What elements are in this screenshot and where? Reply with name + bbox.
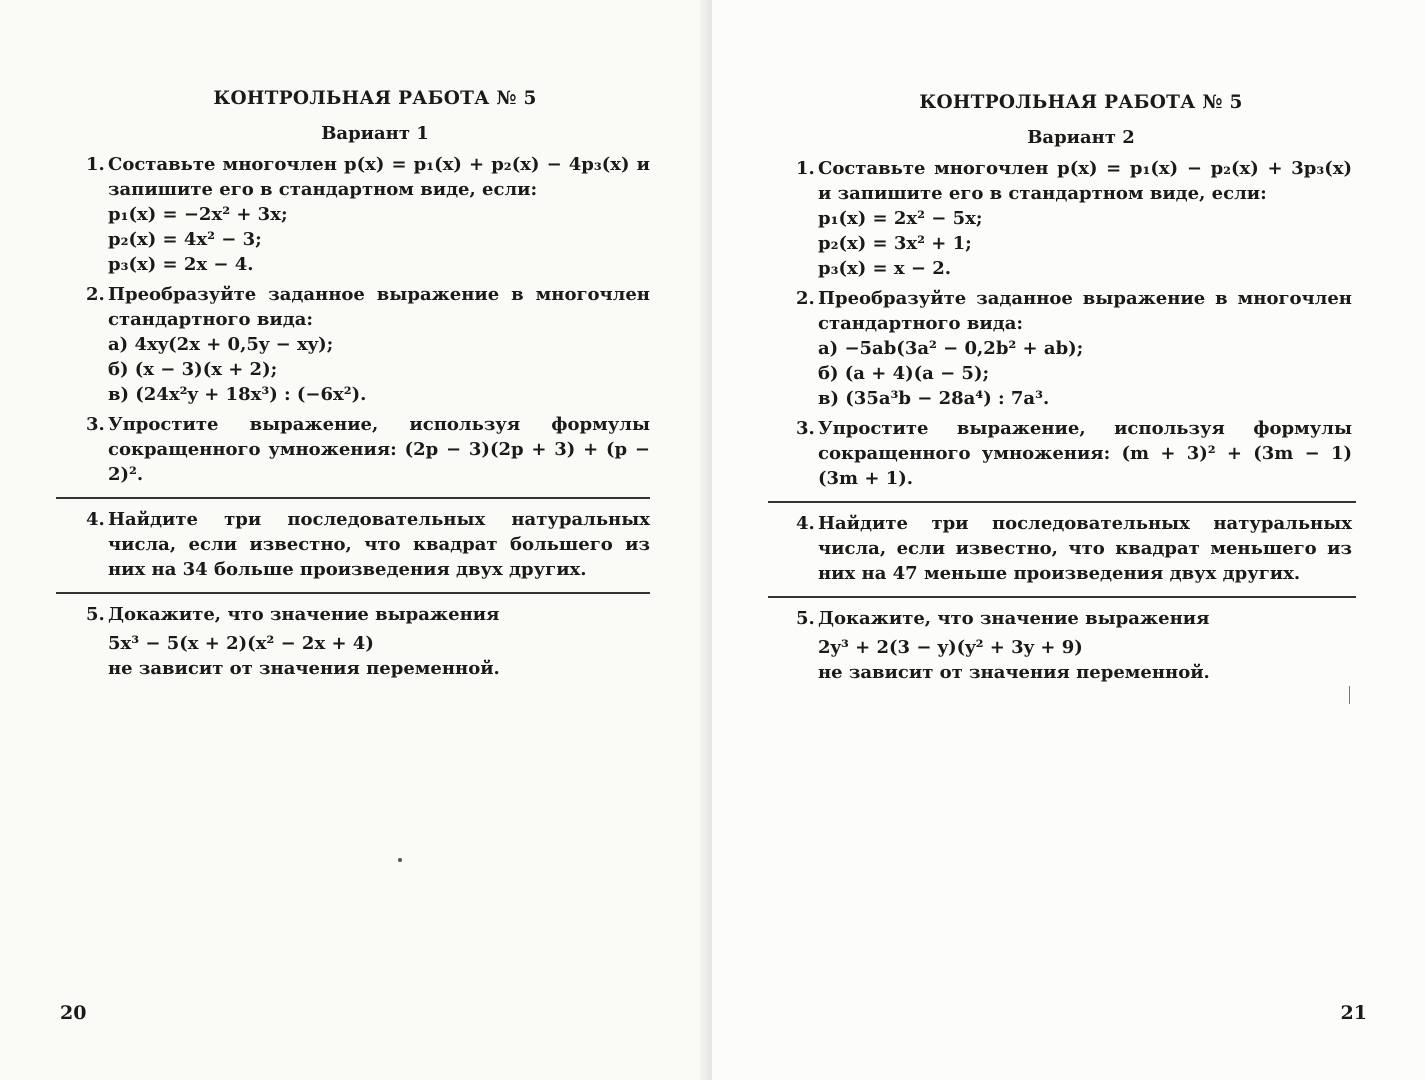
polynomial-p2: p₂(x) = 3x² + 1; (818, 233, 972, 254)
page-number: 20 (60, 1002, 87, 1024)
task-text: Докажите, что значение выражения (818, 608, 1210, 629)
expression: 2y³ + 2(3 − y)(y² + 3y + 9) (818, 637, 1083, 658)
variant-heading: Вариант 1 (321, 123, 429, 144)
page-number: 21 (1340, 1002, 1367, 1024)
divider-line (56, 497, 650, 499)
subtask-c: в) (24x²y + 18x³) : (−6x²). (108, 384, 367, 405)
subtask-b: б) (x − 3)(x + 2); (108, 359, 278, 380)
polynomial-p1: p₁(x) = 2x² − 5x; (818, 208, 983, 229)
task-text: Преобразуйте заданное выражение в многочлен стандартного вида: (108, 284, 650, 330)
task-number: 1. (86, 154, 105, 175)
task-2 (86, 282, 650, 407)
task-number: 5. (796, 608, 815, 629)
task-1 (796, 156, 1352, 281)
task-text: Составьте многочлен p(x) = p₁(x) + p₂(x) − 4p₃(x) и запишите его в стандартном виде, если: (108, 154, 650, 200)
left-page-content (86, 86, 650, 686)
page-title: КОНТРОЛЬНАЯ РАБОТА № 5 (919, 92, 1243, 113)
task-number: 4. (86, 509, 105, 530)
polynomial-p1: p₁(x) = −2x² + 3x; (108, 204, 288, 225)
task-text: Составьте многочлен p(x) = p₁(x) − p₂(x) + 3p₃(x) и запишите его в стандартном виде, если: (818, 158, 1352, 204)
task-number: 2. (86, 284, 105, 305)
task-5 (86, 602, 650, 681)
polynomial-p3: p₃(x) = x − 2. (818, 258, 951, 279)
print-speck (398, 858, 402, 862)
task-4 (796, 511, 1352, 586)
task-text: Упростите выражение, используя формулы сокращенного умножения: (2p − 3)(2p + 3) + (p − 2)². (108, 414, 650, 485)
task-5 (796, 606, 1352, 685)
task-number: 2. (796, 288, 815, 309)
print-mark (1349, 686, 1350, 704)
task-2 (796, 286, 1352, 411)
task-text: Докажите, что значение выражения (108, 604, 500, 625)
right-page (712, 0, 1425, 1080)
task-1 (86, 152, 650, 277)
polynomial-p2: p₂(x) = 4x² − 3; (108, 229, 262, 250)
expression: 5x³ − 5(x + 2)(x² − 2x + 4) (108, 633, 374, 654)
subtask-a: а) 4xy(2x + 0,5y − xy); (108, 334, 334, 355)
subtask-c: в) (35a³b − 28a⁴) : 7a³. (818, 388, 1050, 409)
right-page-content (796, 90, 1352, 690)
task-text: Найдите три последовательных натуральных числа, если известно, что квадрат меньшего из них на 47 меньше произведения двух других. (818, 513, 1352, 584)
task-text-end: не зависит от значения переменной. (818, 662, 1210, 683)
subtask-b: б) (a + 4)(a − 5); (818, 363, 990, 384)
task-number: 1. (796, 158, 815, 179)
task-number: 3. (796, 418, 815, 439)
polynomial-p3: p₃(x) = 2x − 4. (108, 254, 254, 275)
task-text-end: не зависит от значения переменной. (108, 658, 500, 679)
task-3 (86, 412, 650, 487)
task-text: Преобразуйте заданное выражение в многочлен стандартного вида: (818, 288, 1352, 334)
task-4 (86, 507, 650, 582)
variant-heading: Вариант 2 (1027, 127, 1135, 148)
task-number: 5. (86, 604, 105, 625)
task-number: 4. (796, 513, 815, 534)
task-number: 3. (86, 414, 105, 435)
divider-line (768, 501, 1356, 503)
left-page (0, 0, 710, 1080)
divider-line (768, 596, 1356, 598)
task-3 (796, 416, 1352, 491)
subtask-a: а) −5ab(3a² − 0,2b² + ab); (818, 338, 1084, 359)
task-text: Найдите три последовательных натуральных числа, если известно, что квадрат большего из них на 34 больше произведения двух других. (108, 509, 650, 580)
page-title: КОНТРОЛЬНАЯ РАБОТА № 5 (213, 88, 537, 109)
divider-line (56, 592, 650, 594)
task-text: Упростите выражение, используя формулы сокращенного умножения: (m + 3)² + (3m − 1)(3m + 1). (818, 418, 1352, 489)
